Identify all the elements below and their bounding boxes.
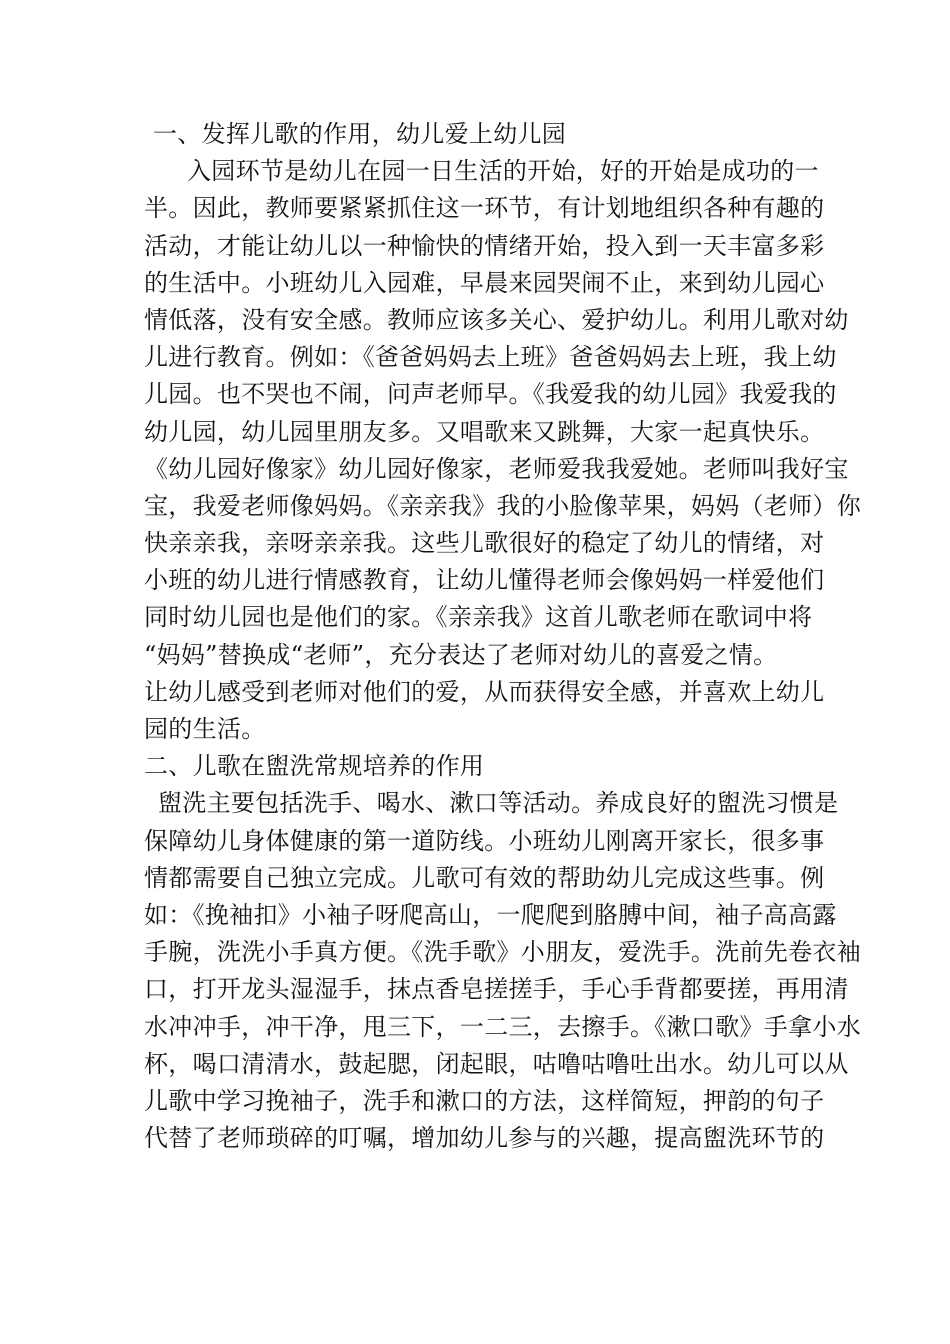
paragraph-2-line: 水冲冲手，冲干净，甩三下，一二三，去擦手。《漱口歌》手拿小水 bbox=[144, 1012, 861, 1041]
section-heading-2: 二、儿歌在盥洗常规培养的作用 bbox=[144, 752, 485, 781]
paragraph-2-line: 情都需要自己独立完成。儿歌可有效的帮助幼儿完成这些事。例 bbox=[144, 863, 825, 892]
paragraph-1-line: 宝，我爱老师像妈妈。《亲亲我》我的小脸像苹果，妈妈（老师）你 bbox=[144, 491, 861, 520]
paragraph-1-line: 儿园。也不哭也不闹，问声老师早。《我爱我的幼儿园》我爱我的 bbox=[144, 380, 837, 409]
paragraph-1-line: 的生活中。小班幼儿入园难，早晨来园哭闹不止，来到幼儿园心 bbox=[144, 268, 825, 297]
paragraph-2-line: 手腕，洗洗小手真方便。《洗手歌》小朋友，爱洗手。洗前先卷衣袖 bbox=[144, 938, 861, 967]
paragraph-2-line: 儿歌中学习挽袖子，洗手和漱口的方法，这样简短，押韵的句子 bbox=[144, 1086, 825, 1115]
section-heading-1: 一、发挥儿歌的作用，幼儿爱上幼儿园 bbox=[153, 120, 567, 148]
paragraph-2-line: 口，打开龙头湿湿手，抹点香皂搓搓手，手心手背都要搓，再用清 bbox=[144, 975, 849, 1004]
paragraph-1-line: 同时幼儿园也是他们的家。《亲亲我》这首儿歌老师在歌词中将 bbox=[144, 603, 813, 632]
paragraph-2-line: 盥洗主要包括洗手、喝水、漱口等活动。养成良好的盥洗习惯是 bbox=[158, 789, 839, 818]
paragraph-1-line: 让幼儿感受到老师对他们的爱，从而获得安全感，并喜欢上幼儿 bbox=[144, 677, 825, 706]
paragraph-2-line: 如：《挽袖扣》小袖子呀爬高山，一爬爬到胳膊中间，袖子高高露 bbox=[144, 900, 837, 929]
paragraph-2-line: 代替了老师琐碎的叮嘱，增加幼儿参与的兴趣，提高盥洗环节的 bbox=[144, 1124, 825, 1153]
document-body bbox=[144, 116, 861, 1157]
paragraph-1-line: 情低落，没有安全感。教师应该多关心、爱护幼儿。利用儿歌对幼 bbox=[144, 305, 849, 334]
paragraph-1-line: 快亲亲我，亲呀亲亲我。这些儿歌很好的稳定了幼儿的情绪，对 bbox=[144, 529, 825, 558]
paragraph-1-line: 小班的幼儿进行情感教育，让幼儿懂得老师会像妈妈一样爱他们 bbox=[144, 566, 825, 595]
paragraph-1-line: 园的生活。 bbox=[144, 715, 266, 743]
paragraph-1-line: 幼儿园，幼儿园里朋友多。又唱歌来又跳舞，大家一起真快乐。 bbox=[144, 417, 825, 446]
paragraph-2-line: 杯，喝口清清水，鼓起腮，闭起眼，咕噜咕噜吐出水。幼儿可以从 bbox=[144, 1049, 849, 1078]
paragraph-1-line: 半。因此，教师要紧紧抓住这一环节，有计划地组织各种有趣的 bbox=[144, 194, 825, 223]
paragraph-1-line: 儿进行教育。例如：《爸爸妈妈去上班》爸爸妈妈去上班，我上幼 bbox=[144, 343, 837, 372]
paragraph-1-line: “妈妈”替换成“老师”，充分表达了老师对幼儿的喜爱之情。 bbox=[144, 640, 778, 669]
paragraph-1-line: 《幼儿园好像家》幼儿园好像家，老师爱我我爱她。老师叫我好宝 bbox=[144, 454, 849, 483]
paragraph-2-line: 保障幼儿身体健康的第一道防线。小班幼儿刚离开家长，很多事 bbox=[144, 826, 825, 855]
paragraph-1-line: 活动，才能让幼儿以一种愉快的情绪开始，投入到一天丰富多彩 bbox=[144, 231, 825, 260]
paragraph-1-line: 入园环节是幼儿在园一日生活的开始，好的开始是成功的一 bbox=[187, 157, 819, 186]
